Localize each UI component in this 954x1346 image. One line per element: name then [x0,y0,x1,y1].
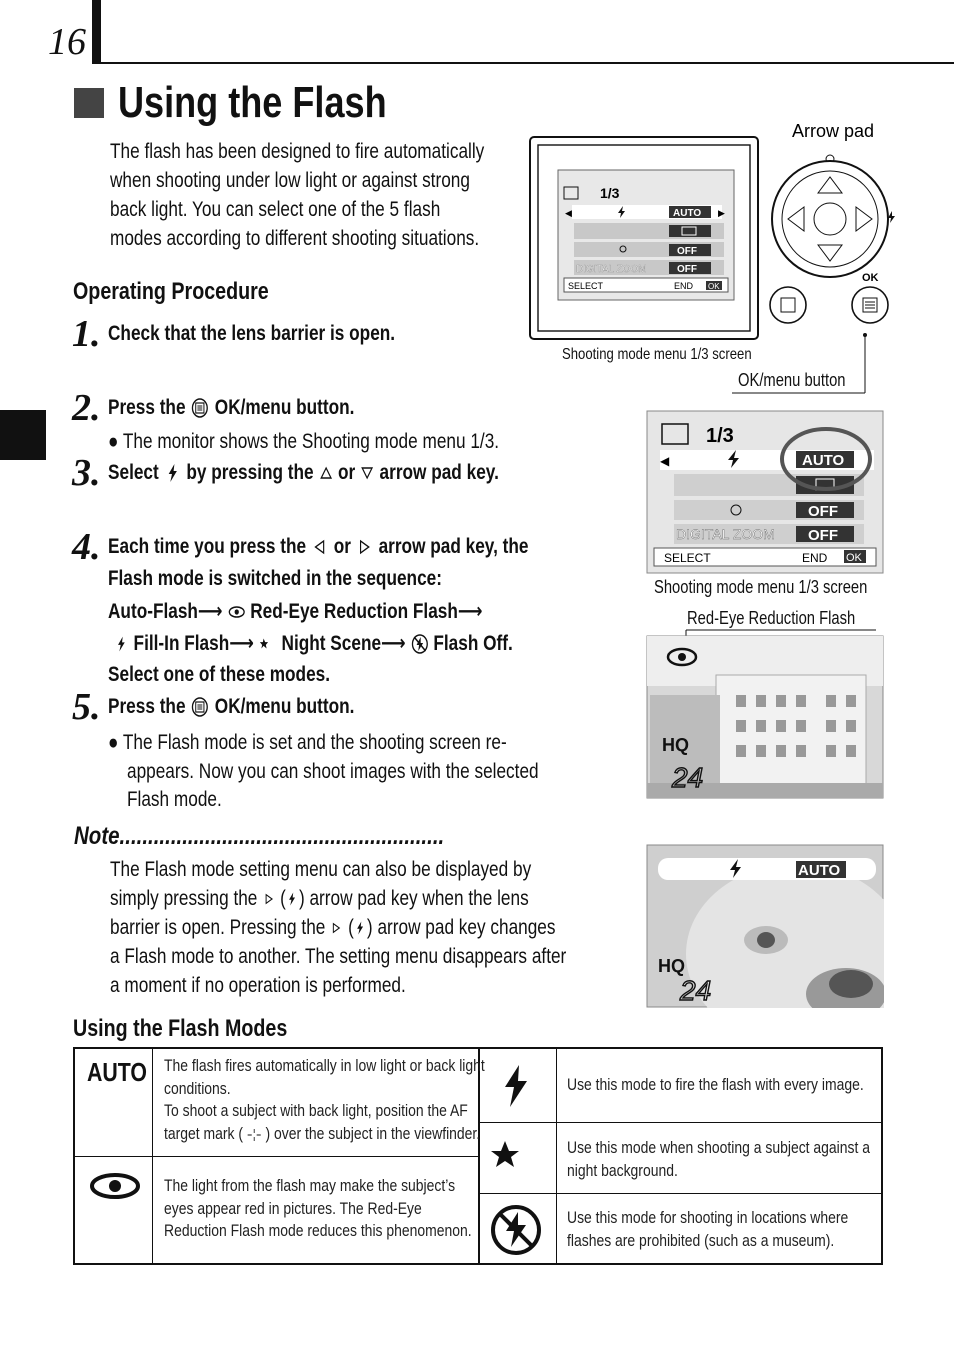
step-4-line: Flash mode is switched in the sequence: [108,567,442,590]
red-eye-icon [89,1171,141,1201]
note-label: Note......................................................... [74,822,445,850]
right-arrow-icon [262,892,275,906]
svg-text:OFF: OFF [677,264,697,275]
note-line: The Flash mode setting menu can also be displayed by [110,858,532,881]
flash-icon [286,890,299,908]
af-target-icon [247,1128,262,1142]
step-5-text: Press the OK/menu button. [108,695,355,718]
svg-text:◀: ◀ [660,454,670,468]
flash-off-icon [489,1203,543,1257]
fill-in-mode-desc: Use this mode to fire the flash with every image. [567,1075,864,1094]
svg-text:24: 24 [680,975,712,1006]
step-5-bullet: appears. Now you can shoot images with the selected [127,760,539,783]
up-arrow-icon [318,465,333,481]
step-4-line: Select one of these modes. [108,663,331,686]
step-1-text: Check that the lens barrier is open. [108,322,396,345]
step-4-line: Each time you press the or arrow pad key, the [108,535,529,558]
svg-text:AUTO: AUTO [673,208,702,219]
lcd-menu-figure [646,410,884,574]
svg-text:SELECT: SELECT [568,281,604,291]
intro-line: The flash has been designed to fire automatically [110,140,485,163]
svg-text:HQ: HQ [658,956,685,976]
right-arrow-icon [356,539,374,555]
right-arrow-icon [330,921,343,935]
left-arrow-icon [311,539,329,555]
ok-label: OK [862,272,879,284]
menu-button-icon [190,397,210,419]
figure-caption: Shooting mode menu 1/3 screen [562,346,752,363]
redeye-mode-desc: The light from the flash may make the subject’s [164,1176,456,1195]
lcd-page: 1/3 [600,185,620,201]
flash-icon [164,462,182,484]
auto-mode-desc: target mark ( ) over the subject in the viewfinder. [164,1124,481,1143]
step-2-bullet: ● The monitor shows the Shooting mode menu 1/3. [108,430,500,453]
header-rule [92,62,954,64]
flash-icon [499,1063,533,1109]
svg-text:◀: ◀ [565,208,572,218]
flash-icon [114,634,129,654]
night-mode-desc: night background. [567,1161,678,1180]
title-marker [74,88,104,118]
svg-text:HQ: HQ [662,735,689,755]
arrow-pad-label: Arrow pad [792,121,875,141]
svg-text:OK: OK [708,282,720,291]
dog-photo-figure [646,844,884,1008]
auto-mode-desc: To shoot a subject with back light, position the AF [164,1101,468,1120]
redeye-mode-desc: Reduction Flash mode reduces this phenomenon. [164,1221,472,1240]
svg-text:AUTO: AUTO [798,862,841,879]
intro-line: when shooting under low light or against strong [110,169,470,192]
step-number: 5. [72,686,101,728]
auto-mode-desc: The flash fires automatically in low light or back light [164,1056,485,1075]
off-mode-desc: Use this mode for shooting in locations where [567,1208,849,1227]
page-title: Using the Flash [118,78,387,127]
svg-text:END: END [674,281,694,291]
intro-line: back light. You can select one of the 5 flash [110,198,441,221]
off-mode-desc: flashes are prohibited (such as a museum). [567,1231,835,1250]
flash-icon [888,211,895,223]
night-mode-desc: Use this mode when shooting a subject against a [567,1138,871,1157]
step-2-text: Press the OK/menu button. [108,396,355,419]
chapter-tab [0,410,46,460]
red-eye-icon [227,604,245,620]
building-photo-figure [646,635,884,799]
step-number: 3. [72,452,101,494]
ok-menu-button-label: OK/menu button [738,370,846,390]
note-line: barrier is open. Pressing the ( ) arrow pad key changes [110,916,556,939]
svg-text:AUTO: AUTO [802,452,845,469]
svg-text:OFF: OFF [808,527,838,544]
svg-text:24: 24 [672,762,704,793]
svg-text:OK: OK [846,552,862,564]
page-number: 16 [48,21,86,63]
step-number: 2. [72,387,101,429]
menu-button-icon [190,696,210,718]
intro-line: modes according to different shooting situations. [110,227,480,250]
step-5-bullet: ● The Flash mode is set and the shooting screen re- [108,731,507,754]
down-arrow-icon [360,465,375,481]
svg-text:SELECT: SELECT [664,551,711,565]
auto-mode-label: AUTO [87,1057,148,1087]
lcd-page: 1/3 [706,425,734,447]
flash-modes-table [73,1047,883,1265]
svg-text:DIGITAL ZOOM: DIGITAL ZOOM [576,264,647,275]
step-number: 4. [72,526,101,568]
night-scene-icon [491,1133,541,1183]
flash-icon [354,919,367,937]
step-number: 1. [72,313,101,355]
note-line: a Flash mode to another. The setting menu disappears after [110,945,567,968]
red-eye-label: Red-Eye Reduction Flash [687,608,856,628]
header-bar [92,0,101,64]
step-5-bullet: Flash mode. [127,788,222,811]
auto-mode-desc: conditions. [164,1079,231,1098]
procedure-heading: Operating Procedure [73,278,269,305]
modes-heading: Using the Flash Modes [73,1015,288,1042]
step-4-sequence: Fill-In Flash⟶ Night Scene⟶ Flash Off. [114,631,513,656]
step-4-sequence: Auto-Flash⟶ Red-Eye Reduction Flash⟶ [108,600,483,623]
night-scene-icon [259,634,277,654]
note-line: simply pressing the ( ) arrow pad key when the lens [110,887,529,910]
step-3-text: Select by pressing the or arrow pad key. [108,461,499,484]
svg-text:OFF: OFF [808,503,838,520]
svg-text:DIGITAL ZOOM: DIGITAL ZOOM [676,526,775,542]
redeye-mode-desc: eyes appear red in pictures. The Red-Eye [164,1199,422,1218]
note-line: a moment if no operation is performed. [110,974,406,997]
svg-text:▶: ▶ [718,208,725,218]
svg-text:OFF: OFF [677,246,697,257]
flash-off-icon [411,633,429,655]
figure-caption: Shooting mode menu 1/3 screen [654,577,868,597]
svg-text:END: END [802,551,828,565]
